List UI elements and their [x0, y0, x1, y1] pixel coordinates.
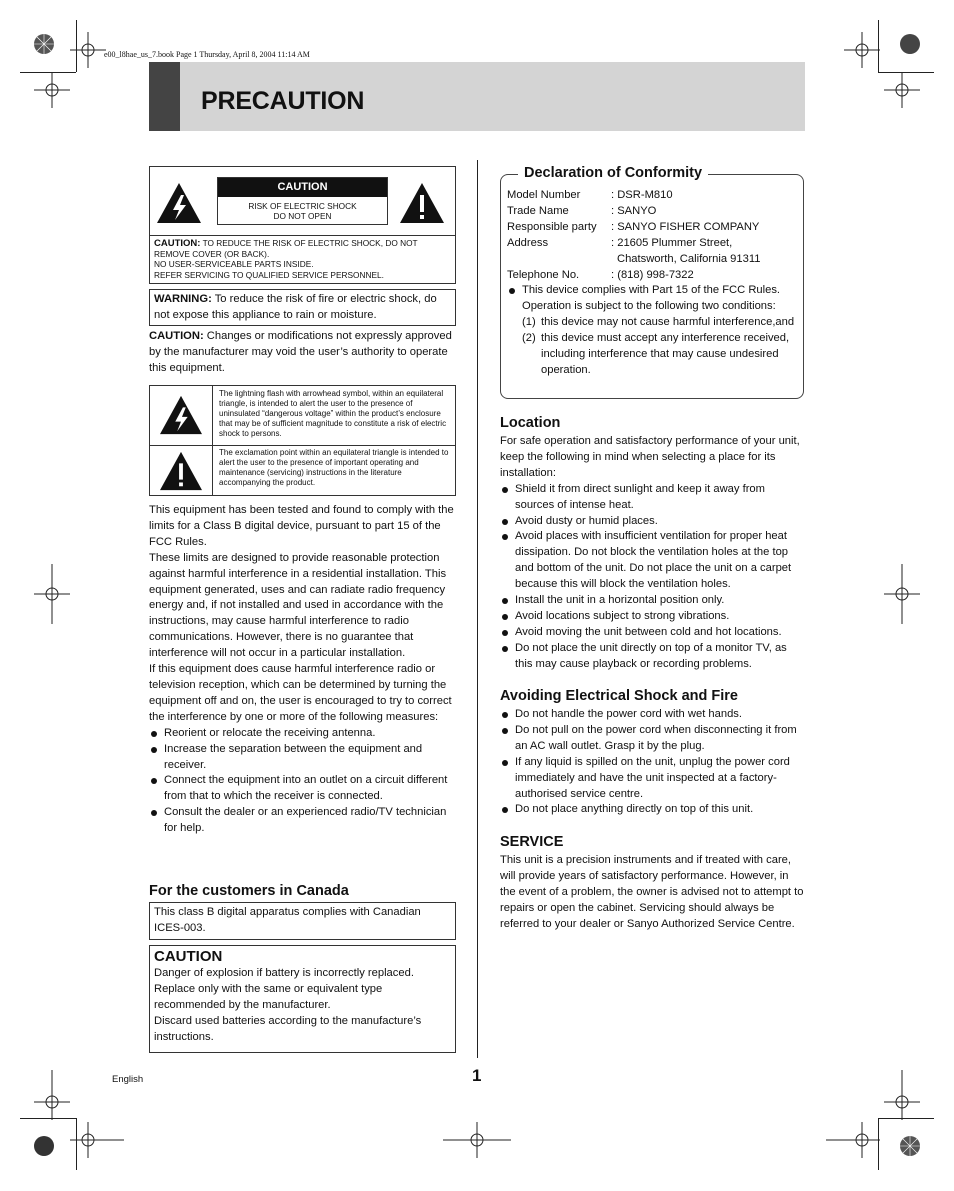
caution-changes-text: Changes or modifications not expressly approved by the manufacturer may void the user’s authority to operate this equipment. — [149, 330, 452, 374]
condition-2: (2) this device must accept any interference received, including interference that may cause undesired operation. — [522, 332, 790, 376]
warning-box — [149, 289, 456, 326]
list-item: Avoid places with insufficient ventilation for proper heat dissipation. Do not block the ventilation holes at the top and bottom of the unit. Do not place the unit on a carpet because this will block the ventilation holes. — [500, 529, 804, 593]
list-item: Shield it from direct sunlight and keep it away from sources of intense heat. — [500, 482, 804, 514]
warning-text: To reduce the risk of fire or electric shock, do not expose this appliance to rain or moisture. — [154, 293, 437, 321]
fcc-measures-list — [149, 726, 457, 837]
list-item: Do not place anything directly on top of this unit. — [500, 802, 804, 818]
service-heading: SERVICE — [500, 834, 564, 850]
caution-changes — [149, 329, 457, 377]
caution-box-text: TO REDUCE THE RISK OF ELECTRIC SHOCK, DO NOT REMOVE COVER (OR BACK). — [154, 238, 418, 260]
list-item: Avoid locations subject to strong vibrations. — [500, 609, 804, 625]
conformity-bullet-list — [507, 283, 799, 315]
shock-heading: Avoiding Electrical Shock and Fire — [500, 688, 738, 704]
list-item: Consult the dealer or an experienced radio/TV technician for help. — [149, 805, 457, 837]
caution-label-box — [149, 166, 456, 284]
table-row: Address : 21605 Plummer Street, — [507, 236, 733, 249]
list-item: If any liquid is spilled on the unit, unplug the power cord immediately and have the unit inspected at a factory-authorised service centre. — [500, 755, 804, 803]
canada-box — [149, 902, 456, 940]
footer-language: English — [112, 1074, 144, 1085]
exclamation-symbol-icon — [158, 450, 204, 492]
table-row: Chatsworth, California 91311 — [617, 252, 761, 265]
list-item: Reorient or relocate the receiving antenna. — [149, 726, 457, 742]
caution-label-sub1: RISK OF ELECTRIC SHOCK — [248, 201, 357, 211]
lightning-symbol-icon — [158, 394, 204, 436]
fcc-p3: If this equipment does cause harmful interference radio or television reception, which can be determined by turning the equipment off and on, the user is encouraged to try to correct the interference by one or more of the following measures: — [149, 663, 452, 723]
caution-label-title: CAUTION — [218, 178, 387, 197]
conformity-details — [507, 188, 799, 379]
list-item: Connect the equipment into an outlet on a circuit different from that to which the receiver is connected. — [149, 773, 457, 805]
caution-box-lead: CAUTION: — [154, 238, 201, 249]
column-divider — [477, 160, 478, 1058]
lightning-symbol-text: The lightning flash with arrowhead symbol, within an equilateral triangle, is intended to alert the user to the presence of uninsulated “dangerous voltage” within the product’s enclosure that may be of sufficient magnitude to constitute a risk of electric shock to persons. — [219, 389, 447, 438]
fcc-p1: This equipment has been tested and found to comply with the limits for a Class B digital device, pursuant to part 15 of the FCC Rules. — [149, 504, 454, 548]
lightning-warning-icon — [155, 181, 203, 225]
service-section — [500, 834, 804, 933]
exclamation-warning-icon — [398, 181, 446, 225]
caution-label-sub2: DO NOT OPEN — [273, 211, 332, 222]
location-section — [500, 415, 804, 673]
location-list — [500, 482, 804, 673]
list-item: Do not place the unit directly on top of a monitor TV, as this may cause playback or recording problems. — [500, 641, 804, 673]
symbols-table — [149, 385, 456, 496]
shock-list — [500, 707, 804, 818]
caution-box-line3: REFER SERVICING TO QUALIFIED SERVICE PERSONNEL. — [154, 269, 384, 280]
list-item: Do not pull on the power cord when disconnecting it from an AC wall outlet. Grasp it by the plug. — [500, 723, 804, 755]
battery-caution-text2: Discard used batteries according to the manufacture’s instructions. — [154, 1014, 422, 1043]
list-item: Avoid moving the unit between cold and hot locations. — [500, 625, 804, 641]
page-title: PRECAUTION — [201, 87, 365, 115]
title-banner — [149, 62, 805, 131]
caution-box-line2: NO USER-SERVICEABLE PARTS INSIDE. — [154, 259, 314, 270]
canada-text: This class B digital apparatus complies with Canadian ICES-003. — [154, 906, 421, 934]
warning-lead: WARNING: — [154, 293, 212, 305]
list-item: Increase the separation between the equipment and receiver. — [149, 742, 457, 774]
conformity-heading: Declaration of Conformity — [524, 165, 703, 181]
battery-caution-box — [149, 945, 456, 1053]
page-number: 1 — [472, 1066, 482, 1085]
canada-heading: For the customers in Canada — [149, 883, 349, 899]
battery-caution-heading: CAUTION — [154, 948, 223, 965]
battery-caution-text1: Danger of explosion if battery is incorrectly replaced. Replace only with the same or equivalent type recommended by the manufacturer. — [154, 967, 414, 1011]
shock-section — [500, 688, 804, 818]
list-item: Do not handle the power cord with wet hands. — [500, 707, 804, 723]
service-text: This unit is a precision instruments and if treated with care, will provide years of satisfactory performance. However, in the event of a problem, the owner is advised not to attempt to repairs or open the cabinet. Servicing should always be referred to your dealer or Sanyo Authorized Service Centre. — [500, 854, 804, 930]
table-row: Model Number : DSR-M810 — [507, 189, 673, 201]
table-row: Telephone No. : (818) 998-7322 — [507, 268, 694, 281]
table-row: Responsible party : SANYO FISHER COMPANY — [507, 220, 760, 233]
list-item: Install the unit in a horizontal position only. — [500, 593, 804, 609]
location-heading: Location — [500, 415, 561, 431]
location-intro: For safe operation and satisfactory performance of your unit, keep the following in mind when selecting a place for its installation: — [500, 435, 800, 479]
list-item: This device complies with Part 15 of the FCC Rules. Operation is subject to the following two conditions: — [507, 283, 799, 315]
exclamation-symbol-text: The exclamation point within an equilateral triangle is intended to alert the user to the presence of important operating and maintenance (servicing) instructions in the literature accompanying the product. — [219, 448, 449, 487]
caution-inner-label — [217, 177, 388, 225]
condition-1: (1) this device may not cause harmful interference,and — [522, 316, 795, 329]
table-row: Trade Name : SANYO — [507, 204, 657, 217]
fcc-section — [149, 503, 457, 837]
list-item: Avoid dusty or humid places. — [500, 514, 804, 530]
title-bar-accent — [149, 62, 180, 131]
fcc-p2: These limits are designed to provide reasonable protection against harmful interference in a residential installation. This equipment generated, uses and can radiate radio frequency energy and, if not installed and used in accordance with the instructions, may cause harmful interference to radio communications. However, there is no guarantee that interference will not occur in a particular installation. — [149, 551, 447, 660]
caution-changes-lead: CAUTION: — [149, 330, 204, 342]
conformity-heading-wrap — [518, 165, 708, 182]
print-header: e00_l8hae_us_7.book Page 1 Thursday, April 8, 2004 11:14 AM — [104, 50, 310, 59]
